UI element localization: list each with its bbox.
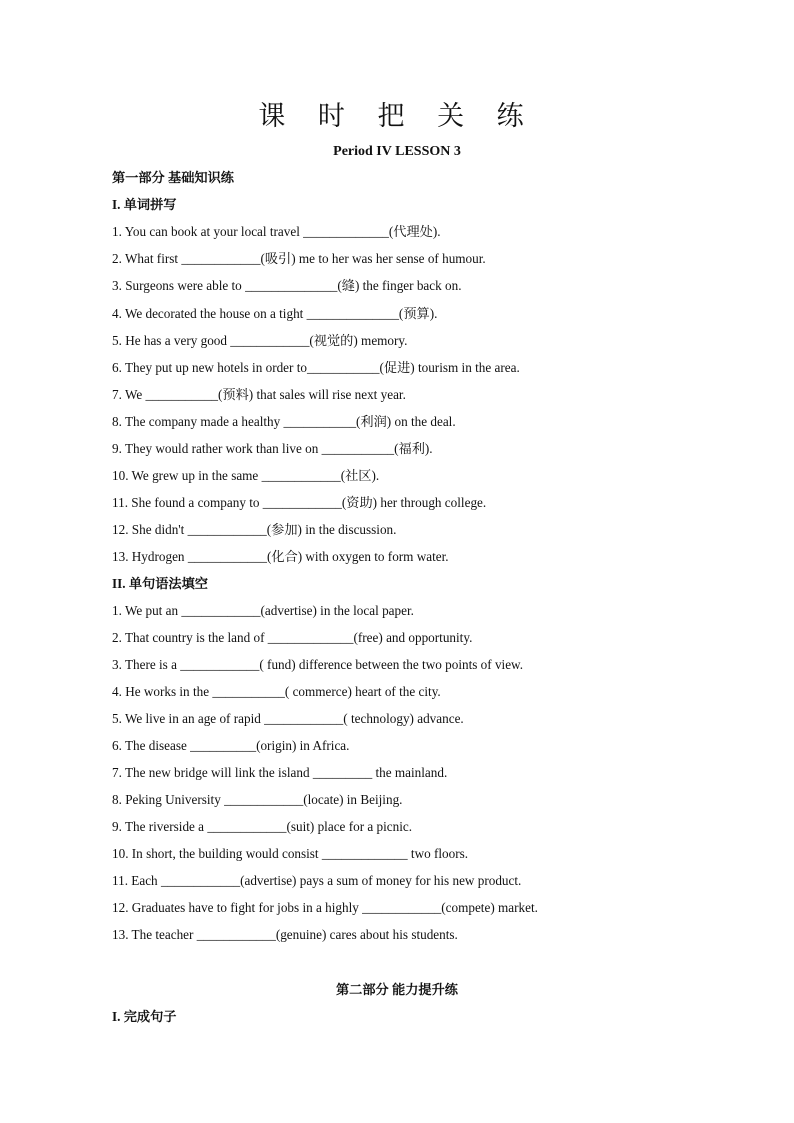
grammar-item: 13. The teacher ____________(genuine) cares about his students. (112, 927, 458, 942)
section1-heading: I. 单词拼写 (112, 197, 177, 212)
part2-heading: 第二部分 能力提升练 (336, 982, 458, 997)
page-title: 课 时 把 关 练 (258, 101, 536, 132)
grammar-item: 5. We live in an age of rapid ____________( technology) advance. (112, 711, 464, 726)
grammar-item: 3. There is a ____________( fund) difference between the two points of view. (112, 657, 524, 672)
spelling-item: 7. We ___________(预料) that sales will rise next year. (112, 387, 406, 402)
grammar-item: 10. In short, the building would consist _____________ two floors. (112, 846, 469, 861)
page-subtitle: Period IV LESSON 3 (333, 144, 461, 159)
grammar-item: 1. We put an ____________(advertise) in the local paper. (112, 603, 414, 618)
spelling-item: 6. They put up new hotels in order to___________(促进) tourism in the area. (112, 360, 520, 375)
spelling-item: 2. What first ____________(吸引) me to her was her sense of humour. (112, 251, 486, 266)
spelling-item: 3. Surgeons were able to ______________(缝) the finger back on. (112, 278, 462, 293)
spelling-item: 4. We decorated the house on a tight ______________(预算). (112, 306, 438, 321)
spelling-item: 1. You can book at your local travel _____________(代理处). (112, 224, 441, 239)
spelling-item: 12. She didn't ____________(参加) in the discussion. (112, 522, 397, 537)
spelling-item: 8. The company made a healthy ___________(利润) on the deal. (112, 414, 456, 429)
spelling-item: 10. We grew up in the same ____________(社区). (112, 468, 380, 483)
section2-heading: II. 单句语法填空 (112, 576, 208, 591)
spelling-item: 13. Hydrogen ____________(化合) with oxygen to form water. (112, 549, 449, 564)
grammar-item: 8. Peking University ____________(locate) in Beijing. (112, 792, 403, 807)
spelling-item: 5. He has a very good ____________(视觉的) memory. (112, 333, 408, 348)
spelling-item: 9. They would rather work than live on ___________(福利). (112, 441, 433, 456)
section3-heading: I. 完成句子 (112, 1009, 177, 1024)
grammar-item: 12. Graduates have to fight for jobs in a highly ____________(compete) market. (112, 900, 538, 915)
spelling-item: 11. She found a company to ____________(资助) her through college. (112, 495, 487, 510)
part1-heading: 第一部分 基础知识练 (112, 170, 234, 185)
grammar-item: 4. He works in the ___________( commerce) heart of the city. (112, 684, 441, 699)
grammar-item: 7. The new bridge will link the island _________ the mainland. (112, 765, 448, 780)
grammar-item: 11. Each ____________(advertise) pays a sum of money for his new product. (112, 873, 522, 888)
grammar-item: 9. The riverside a ____________(suit) place for a picnic. (112, 819, 413, 834)
grammar-item: 6. The disease __________(origin) in Africa. (112, 738, 350, 753)
grammar-item: 2. That country is the land of _____________(free) and opportunity. (112, 630, 473, 645)
